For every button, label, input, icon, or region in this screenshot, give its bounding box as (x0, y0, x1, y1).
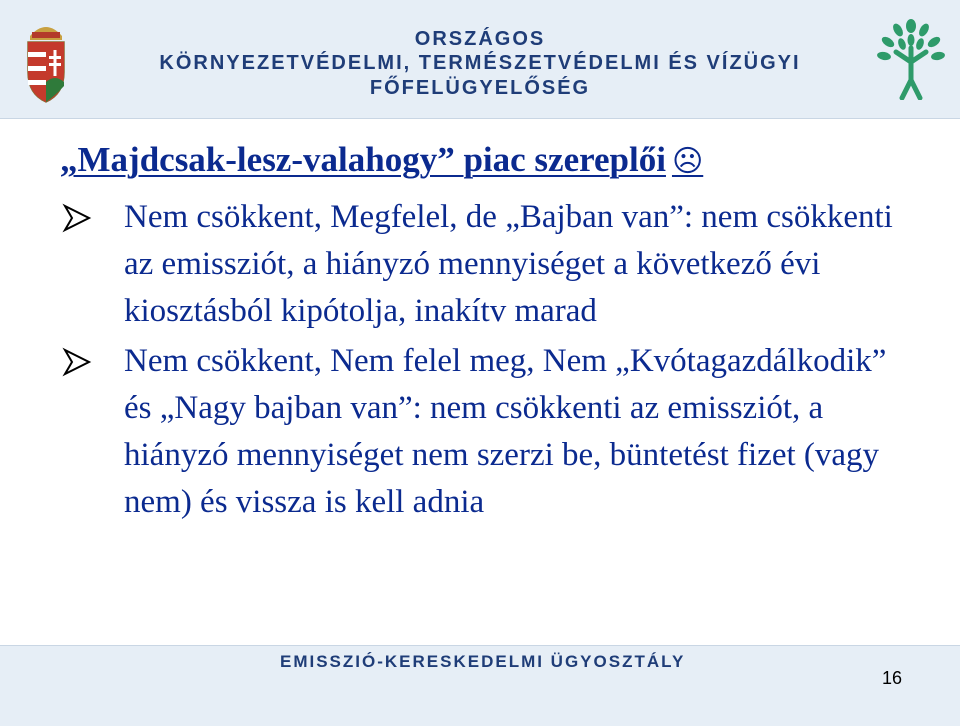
green-tree-person-icon (876, 18, 946, 100)
arrowhead-bullet-icon (62, 347, 92, 377)
department-name: EMISSZIÓ-KERESKEDELMI ÜGYOSZTÁLY (280, 652, 686, 671)
bullet-item (62, 338, 922, 526)
header-band (0, 0, 960, 119)
slide-title-text: „Majdcsak-lesz-valahogy” piac szereplői (60, 140, 666, 179)
bullet-text: Nem csökkent, Megfelel, de „Bajban van”: nem csökkenti az emissziót, a hiányzó mennyiséget a következő évi kiosztásból kipótolja, inakítv marad (124, 199, 893, 329)
agency-name-line2: KÖRNYEZETVÉDELMI, TERMÉSZETVÉDELMI ÉS VÍZÜGYI (159, 52, 801, 74)
hungarian-coat-of-arms-icon (22, 16, 70, 104)
page-number: 16 (881, 668, 902, 688)
agency-name-line1: ORSZÁGOS (414, 28, 546, 50)
slide-title (60, 140, 703, 180)
bullet-item (62, 194, 922, 335)
agency-name-line3: FŐFELÜGYELŐSÉG (369, 77, 591, 99)
arrowhead-bullet-icon (62, 203, 92, 233)
frown-icon: ☹ (671, 144, 704, 179)
agency-name (130, 28, 830, 100)
bullet-list (62, 194, 922, 526)
bullet-text: Nem csökkent, Nem felel meg, Nem „Kvótagazdálkodik” és „Nagy bajban van”: nem csökkenti az emissziót, a hiányzó mennyiséget nem szerzi be, büntetést fizet (vagy nem) és vissza is kell adnia (124, 343, 887, 520)
footer-band (0, 645, 960, 726)
